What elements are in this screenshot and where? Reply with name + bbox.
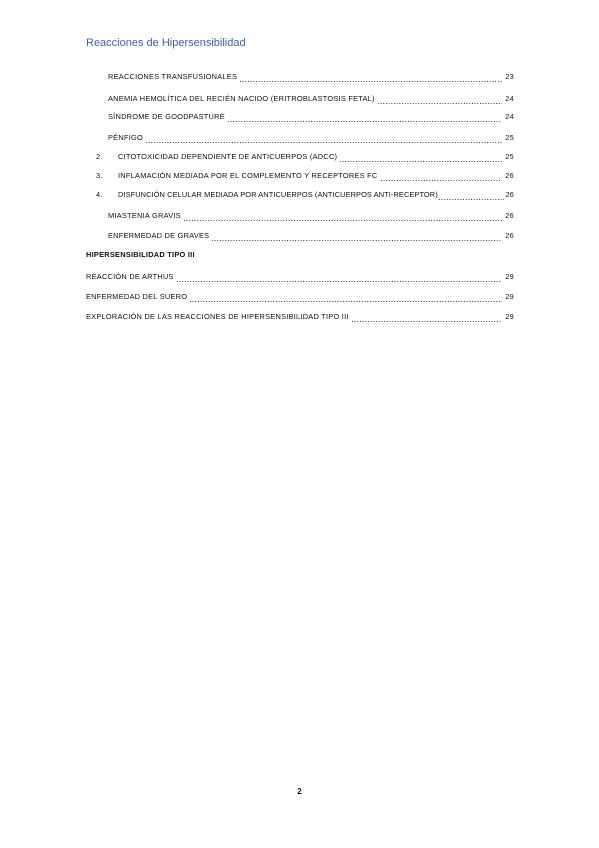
toc-entry-page: 25 — [505, 152, 514, 161]
toc-entry-page: 25 — [505, 133, 514, 142]
toc-leader-dots — [377, 93, 502, 105]
toc-leader-dots — [145, 132, 502, 144]
toc-entry-number: 4. — [96, 190, 103, 199]
toc-entry — [86, 311, 514, 323]
toc-entry-page: 29 — [505, 292, 514, 301]
toc-entry-title: SÍNDROME DE GOODPASTURE — [108, 112, 225, 121]
toc-leader-dots — [211, 230, 502, 242]
toc-section-heading — [86, 249, 514, 261]
toc-entry-title: REACCIONES TRANSFUSIONALES — [108, 72, 238, 81]
toc-entry-title: HIPERSENSIBILIDAD TIPO III — [86, 250, 195, 259]
toc-entry-number: 2. — [96, 152, 103, 161]
toc-entry-page: 26 — [505, 171, 514, 180]
toc-entry-page: 23 — [505, 72, 514, 81]
toc-leader-dots — [227, 111, 502, 123]
toc-entry — [96, 151, 514, 163]
toc-entry-title: MIASTENIA GRAVIS — [108, 211, 181, 220]
toc-entry — [86, 271, 514, 283]
toc-entry — [108, 111, 514, 123]
toc-entry-title: REACCIÓN DE ARTHUS — [86, 272, 174, 281]
toc-leader-dots — [438, 189, 504, 201]
toc-entry-number: 3. — [96, 171, 103, 180]
toc-leader-dots — [239, 71, 502, 83]
toc-entry-page: 29 — [505, 312, 514, 321]
page-header: Reacciones de Hipersensibilidad — [86, 37, 246, 49]
toc-entry — [86, 291, 514, 303]
toc-entry-title: INFLAMACIÓN MEDIADA POR EL COMPLEMENTO Y RECEPTORES FC — [118, 171, 378, 180]
toc-entry-page: 24 — [505, 112, 514, 121]
toc-leader-dots — [351, 311, 502, 323]
toc-leader-dots — [380, 170, 503, 182]
toc-leader-dots — [183, 210, 502, 222]
toc-entry — [108, 71, 514, 83]
toc-entry-page: 29 — [505, 272, 514, 281]
toc-entry-page: 24 — [505, 94, 514, 103]
toc-entry — [108, 230, 514, 242]
toc-entry — [108, 93, 514, 105]
toc-entry-title: CITOTOXICIDAD DEPENDIENTE DE ANTICUERPOS (ADCC) — [118, 152, 338, 161]
toc-leader-dots — [176, 271, 502, 283]
toc-entry-title: ENFERMEDAD DE GRAVES — [108, 231, 210, 240]
toc-entry-title: ENFERMEDAD DEL SUERO — [86, 292, 188, 301]
toc-entry-page: 26 — [505, 211, 514, 220]
toc-entry-title: EXPLORACIÓN DE LAS REACCIONES DE HIPERSENSIBILIDAD TIPO III — [86, 312, 349, 321]
toc-entry-page: 26 — [505, 190, 514, 199]
page-number: 2 — [297, 787, 302, 796]
toc-entry-title: ANEMIA HEMOLÍTICA DEL RECIÉN NACIDO (ERITROBLASTOSIS FETAL) — [108, 94, 375, 103]
toc-entry-page: 26 — [505, 231, 514, 240]
toc-entry — [96, 189, 514, 201]
toc-entry — [108, 132, 514, 144]
toc-entry-title: PÉNFIGO — [108, 133, 144, 142]
toc-entry — [108, 210, 514, 222]
toc-leader-dots — [189, 291, 502, 303]
toc-entry — [96, 170, 514, 182]
toc-leader-dots — [339, 151, 502, 163]
toc-entry-title: DISFUNCIÓN CELULAR MEDIADA POR ANTICUERPOS (ANTICUERPOS ANTI-RECEPTOR) — [118, 190, 438, 199]
